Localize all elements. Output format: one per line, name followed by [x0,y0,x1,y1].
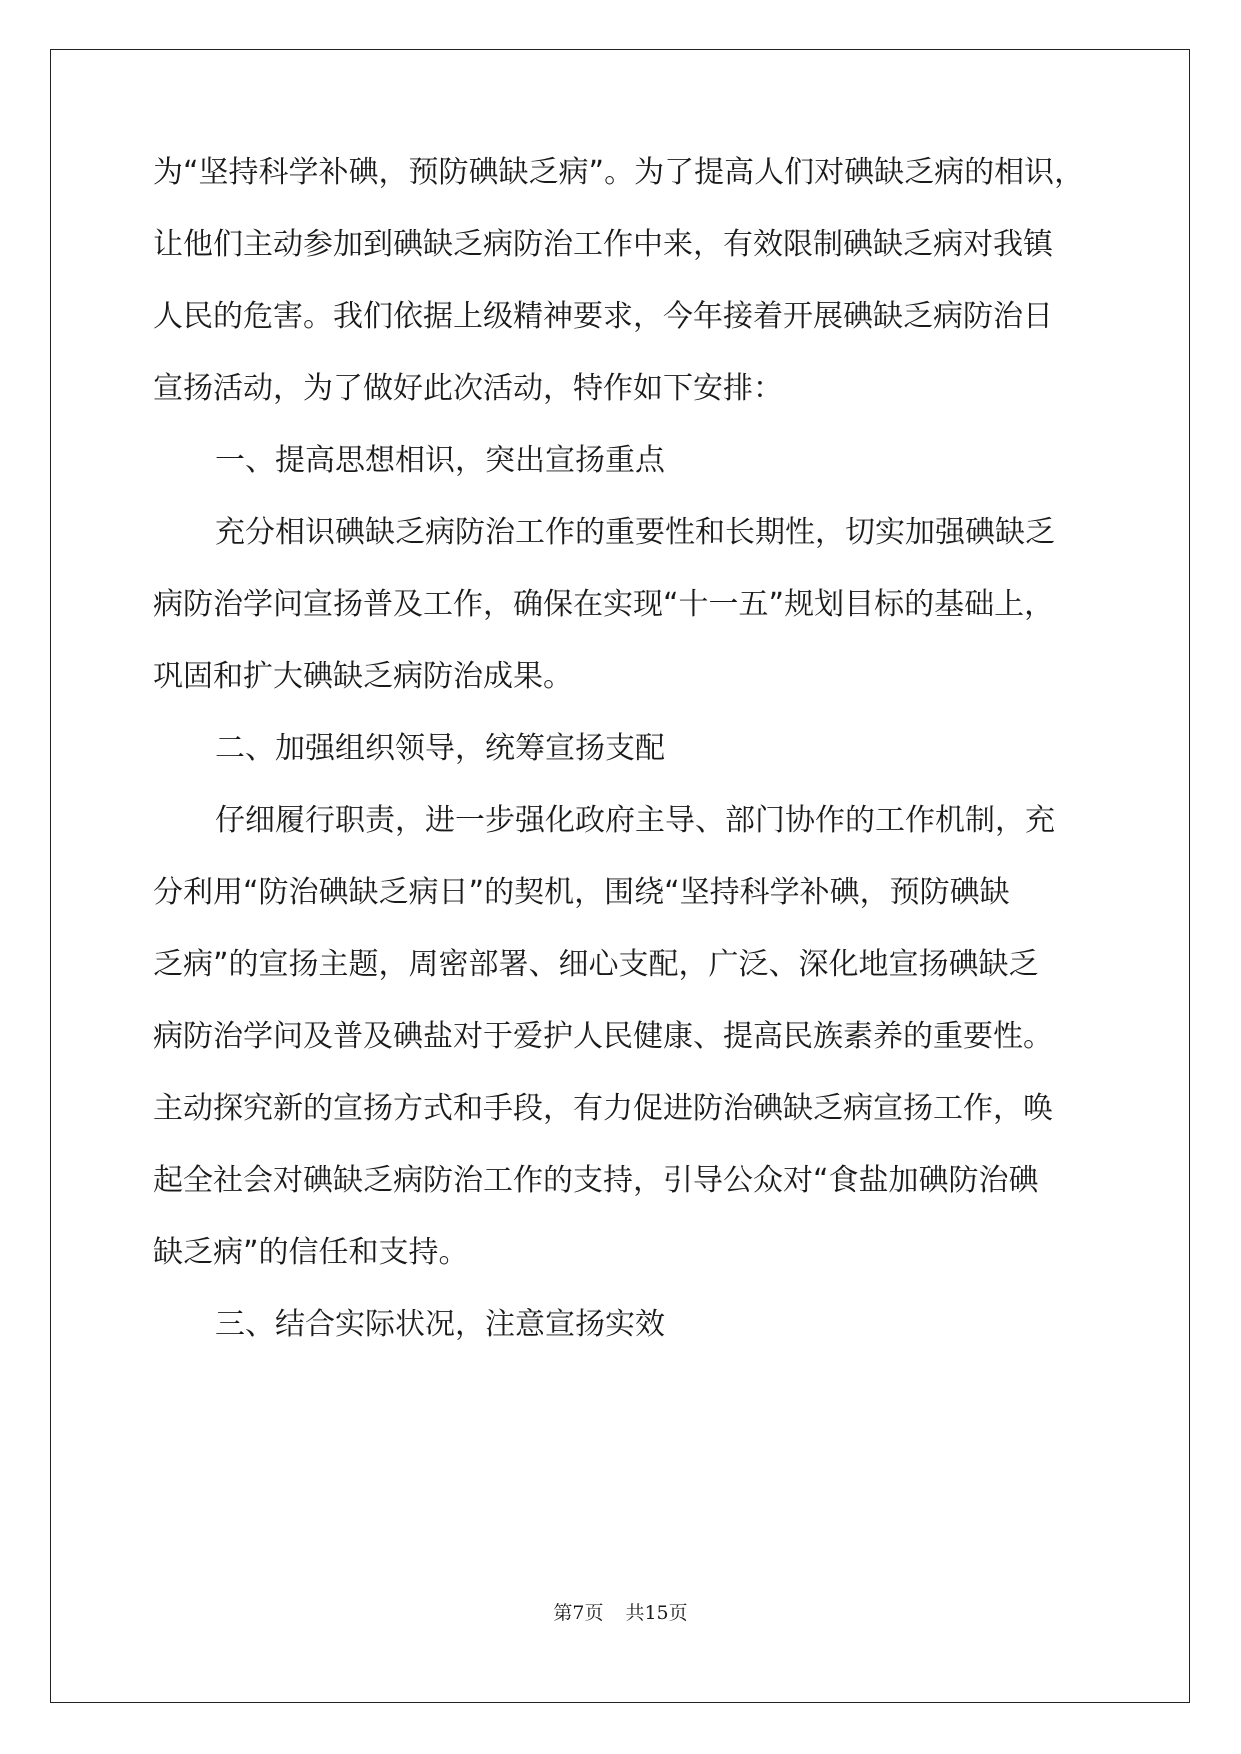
page-total: 共15页 [625,1602,688,1624]
text-line: 缺乏病”的信任和支持。 [153,1235,469,1270]
text-line: 为“坚持科学补碘，预防碘缺乏病”。为了提高人们对碘缺乏病的相识， [153,155,1085,190]
text-line: 病防治学问宣扬普及工作，确保在实现“十一五”规划目标的基础上， [153,587,1055,622]
text-line: 主动探究新的宣扬方式和手段，有力促进防治碘缺乏病宣扬工作，唤 [153,1091,1053,1126]
text-line: 让他们主动参加到碘缺乏病防治工作中来，有效限制碘缺乏病对我镇 [153,227,1053,262]
section-heading: 三、结合实际状况，注意宣扬实效 [215,1307,665,1342]
text-line: 巩固和扩大碘缺乏病防治成果。 [153,659,573,694]
page-number: 第7页 [553,1602,604,1624]
text-line: 起全社会对碘缺乏病防治工作的支持，引导公众对“食盐加碘防治碘 [153,1163,1039,1198]
text-line: 乏病”的宣扬主题，周密部署、细心支配，广泛、深化地宣扬碘缺乏 [153,947,1039,982]
text-line: 宣扬活动，为了做好此次活动，特作如下安排： [153,371,783,406]
text-line: 人民的危害。我们依据上级精神要求，今年接着开展碘缺乏病防治日 [153,299,1053,334]
section-heading: 一、提高思想相识，突出宣扬重点 [215,443,665,478]
text-line: 分利用“防治碘缺乏病日”的契机，围绕“坚持科学补碘，预防碘缺 [153,875,1010,910]
page-footer [0,1600,1241,1626]
text-line: 病防治学问及普及碘盐对于爱护人民健康、提高民族素养的重要性。 [153,1019,1053,1054]
text-line: 仔细履行职责，进一步强化政府主导、部门协作的工作机制，充 [215,803,1055,838]
text-line: 充分相识碘缺乏病防治工作的重要性和长期性，切实加强碘缺乏 [215,515,1055,550]
section-heading: 二、加强组织领导，统筹宣扬支配 [215,731,665,766]
